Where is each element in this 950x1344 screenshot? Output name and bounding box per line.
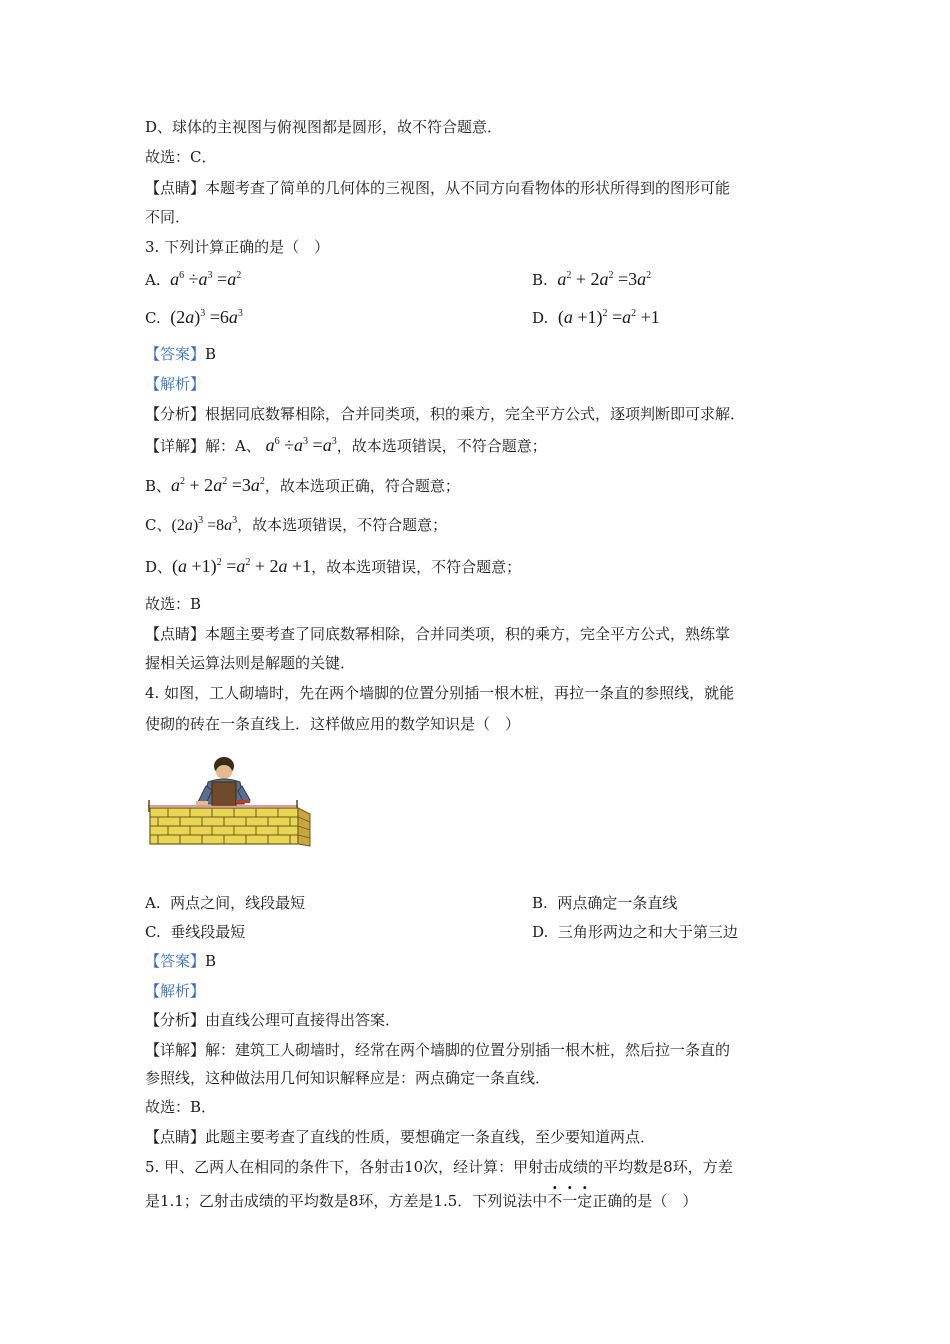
- detail-comment: ，故本选项错误，不符合题意；: [336, 437, 547, 455]
- q4-option-c: [145, 921, 245, 943]
- option-text: 垂线段最短: [170, 923, 246, 941]
- formula: $a^6 \div a^3 =a^2$: [170, 269, 242, 289]
- answer-line: [145, 950, 216, 972]
- detail-line-c: [145, 514, 447, 537]
- analysis-tag: 【解析】: [145, 375, 206, 393]
- option-text: 两点之间，线段最短: [170, 894, 306, 912]
- answer-value: B: [205, 952, 217, 970]
- q4-option-b: [532, 892, 677, 914]
- text-line: 【点睛】本题考查了简单的几何体的三视图，从不同方向看物体的形状所得到的图形可能: [145, 179, 731, 197]
- option-label: A.: [145, 894, 161, 912]
- detail-prefix: C、: [145, 516, 172, 534]
- option-text: 三角形两边之和大于第三边: [557, 923, 738, 941]
- detail-prefix: B、: [145, 477, 172, 495]
- formula: $(a +1)^2 =a^2 +1$: [557, 307, 660, 327]
- option-label: C.: [145, 309, 161, 327]
- answer-value: B: [205, 345, 217, 363]
- detail-line-a: [145, 434, 547, 457]
- option-label: A.: [145, 271, 161, 289]
- option-label: D.: [532, 309, 549, 327]
- question-4-stem-cont: 使砌的砖在一条直线上．这样做应用的数学知识是（ ）: [145, 715, 521, 733]
- option-label: C.: [145, 923, 161, 941]
- detail-comment: ，故本选项错误，不符合题意；: [311, 558, 522, 576]
- formula: $(a +1)^2 =a^2 + 2a +1$: [172, 556, 312, 576]
- option-label: B.: [532, 271, 548, 289]
- formula: $(2a)^3 =6a^3$: [170, 307, 243, 327]
- question-5-stem-cont: [145, 1190, 697, 1212]
- emphasized-char: 定: [577, 1192, 593, 1210]
- detail-prefix: D、: [145, 558, 173, 576]
- text-line: 【点睛】此题主要考查了直线的性质，要想确定一条直线，至少要知道两点．: [145, 1128, 656, 1146]
- detail-line-d: [145, 555, 521, 578]
- text-line: 【分析】由直线公理可直接得出答案．: [145, 1011, 401, 1029]
- option-label: B.: [532, 894, 548, 912]
- q3-option-b: [532, 268, 651, 291]
- emphasized-char: 一: [562, 1192, 578, 1210]
- text-line: 不同．: [145, 208, 191, 226]
- answer-tag: 【答案】: [145, 345, 206, 363]
- q3-option-c: [145, 306, 243, 329]
- brick-wall: [150, 808, 310, 846]
- text-line: D、球体的主视图与俯视图都是圆形，故不符合题意．: [145, 118, 503, 136]
- option-label: D.: [532, 923, 549, 941]
- text-line: 握相关运算法则是解题的关键．: [145, 654, 356, 672]
- detail-prefix: 解：A、: [205, 437, 261, 455]
- q3-option-a: [145, 268, 241, 291]
- text-line: 【详解】解：建筑工人砌墙时，经常在两个墙脚的位置分别插一根木桩，然后拉一条直的: [145, 1041, 731, 1059]
- detail-comment: ，故本选项错误，不符合题意；: [237, 516, 448, 534]
- option-text: 两点确定一条直线: [557, 894, 678, 912]
- q4-option-d: [532, 921, 738, 943]
- detail-comment: ，故本选项正确，符合题意；: [264, 477, 460, 495]
- text-line: 故选：B: [145, 595, 202, 613]
- q3-option-d: [532, 306, 660, 329]
- text-line: 故选：C．: [145, 148, 217, 166]
- text-line: 故选：B．: [145, 1098, 217, 1116]
- answer-tag: 【答案】: [145, 952, 206, 970]
- answer-line: [145, 343, 216, 365]
- stem-text: 是1.1；乙射击成绩的平均数是8环，方差是1.5．下列说法中: [145, 1192, 548, 1210]
- question-5-stem: 5. 甲、乙两人在相同的条件下，各射击10次，经计算：甲射击成绩的平均数是8环，方差: [145, 1158, 733, 1176]
- formula: $(2a)^3 =8a^3$: [171, 515, 238, 534]
- text-line: 【分析】根据同底数幂相除，合并同类项，积的乘方，完全平方公式，逐项判断即可求解．: [145, 405, 746, 423]
- question-4-stem: 4. 如图，工人砌墙时，先在两个墙脚的位置分别插一根木桩，再拉一条直的参照线，就能: [145, 684, 735, 702]
- bricklayer-figure: [146, 756, 316, 848]
- worker-illustration: [196, 757, 250, 806]
- detail-line-b: [145, 474, 460, 497]
- formula: $a^2 + 2a^2 =3a^2$: [171, 475, 265, 495]
- detail-tag: 【详解】: [145, 437, 206, 455]
- formula: $a^2 + 2a^2 =3a^2$: [557, 269, 652, 289]
- formula: $a^6 \div a^3 =a^3$: [265, 435, 337, 455]
- analysis-tag: 【解析】: [145, 982, 206, 1000]
- text-line: 【点睛】本题主要考查了同底数幂相除，合并同类项，积的乘方，完全平方公式，熟练掌: [145, 625, 731, 643]
- stem-text: 正确的是（ ）: [592, 1192, 698, 1210]
- q4-option-a: [145, 892, 305, 914]
- text-line: 参照线，这种做法用几何知识解释应是：两点确定一条直线．: [145, 1069, 551, 1087]
- question-3-stem: 3. 下列计算正确的是（ ）: [145, 238, 330, 256]
- emphasized-char: 不: [547, 1192, 563, 1210]
